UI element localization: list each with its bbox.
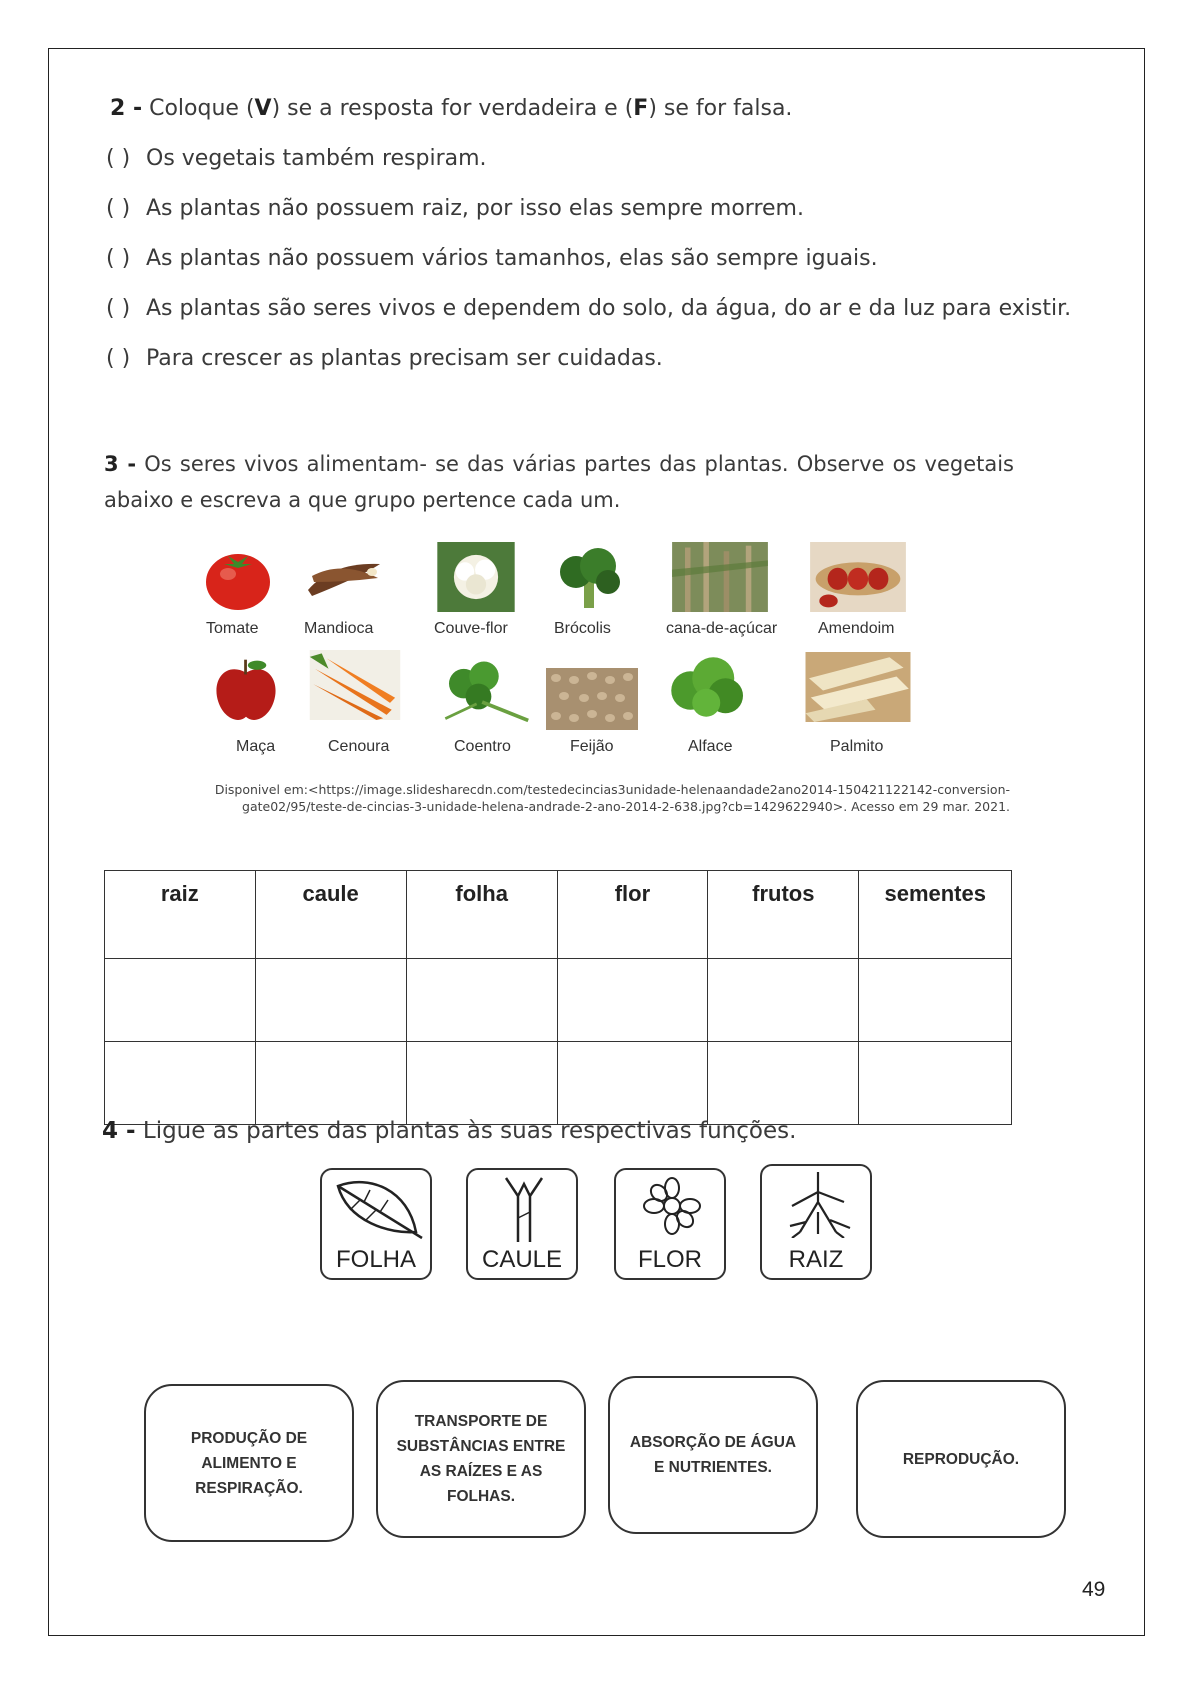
answer-blank[interactable]: ( ) [106, 296, 131, 321]
answer-blank[interactable]: ( ) [106, 246, 131, 271]
vegetable-label: cana-de-açúcar [666, 620, 778, 637]
tf-item: ( ) As plantas são seres vivos e dependem do solo, da água, do ar e da luz para existir. [106, 296, 1072, 321]
leaf-icon [330, 1176, 426, 1242]
vegetable-label: Mandioca [304, 620, 374, 637]
vegetable-label: Tomate [206, 620, 259, 637]
vegetable-label: Alface [688, 738, 733, 755]
answer-cell[interactable] [105, 959, 256, 1042]
vegetable-label: Couve-flor [434, 620, 508, 637]
answer-cell[interactable] [255, 959, 406, 1042]
card-flor[interactable]: FLOR [614, 1168, 726, 1280]
function-box[interactable]: REPRODUÇÃO. [856, 1380, 1066, 1538]
vegetable-label: Coentro [454, 738, 511, 755]
function-box[interactable]: TRANSPORTE DE SUBSTÂNCIAS ENTRE AS RAÍZES E AS FOLHAS. [376, 1380, 586, 1538]
palm-heart-image [798, 652, 918, 722]
tf-item: ( ) Para crescer as plantas precisam ser cuidadas. [106, 346, 663, 371]
vegetable-label: Brócolis [554, 620, 611, 637]
broccoli-image [548, 542, 632, 612]
column-header: flor [557, 871, 707, 959]
peanut-image [806, 542, 910, 612]
stem-icon [476, 1176, 572, 1242]
column-header: folha [406, 871, 557, 959]
card-folha[interactable]: FOLHA [320, 1168, 432, 1280]
column-header: caule [255, 871, 406, 959]
column-header: sementes [859, 871, 1012, 959]
answer-cell[interactable] [557, 1042, 707, 1125]
q2-number: 2 - [110, 96, 143, 121]
function-box[interactable]: ABSORÇÃO DE ÁGUA E NUTRIENTES. [608, 1376, 818, 1534]
vegetable-label: Amendoim [818, 620, 895, 637]
vegetable-label: Feijão [570, 738, 614, 755]
answer-cell[interactable] [255, 1042, 406, 1125]
lettuce-image [656, 652, 760, 722]
column-header: frutos [708, 871, 859, 959]
coriander-image [432, 656, 536, 726]
root-icon [770, 1172, 866, 1238]
table-row [105, 1042, 1012, 1125]
table-row [105, 959, 1012, 1042]
page-number: 49 [1082, 1578, 1106, 1601]
card-raiz[interactable]: RAIZ [760, 1164, 872, 1280]
vegetable-label: Cenoura [328, 738, 390, 755]
q2-heading: 2 - Coloque (V) se a resposta for verdadeira e (F) se for falsa. [110, 96, 793, 121]
table-header-row [105, 871, 1012, 959]
answer-blank[interactable]: ( ) [106, 196, 131, 221]
function-box[interactable]: PRODUÇÃO DE ALIMENTO E RESPIRAÇÃO. [144, 1384, 354, 1542]
flower-icon [624, 1176, 720, 1242]
tomato-image [198, 542, 282, 612]
carrot-image [302, 650, 408, 720]
answer-cell[interactable] [859, 959, 1012, 1042]
answer-cell[interactable] [557, 959, 707, 1042]
bean-image [546, 664, 638, 734]
sugarcane-image [668, 542, 772, 612]
tf-item: ( ) Os vegetais também respiram. [106, 146, 487, 171]
apple-image [204, 656, 288, 726]
cassava-image [302, 542, 386, 612]
tf-item: ( ) As plantas não possuem raiz, por isso elas sempre morrem. [106, 196, 804, 221]
answer-cell[interactable] [105, 1042, 256, 1125]
answer-cell[interactable] [406, 959, 557, 1042]
q4-heading: 4 - Ligue as partes das plantas às suas respectivas funções. [102, 1118, 797, 1144]
q3-text: 3 - Os seres vivos alimentam- se das várias partes das plantas. Observe os vegetais abaixo e escreva a que grupo pertence cada um. [104, 452, 1014, 512]
vegetable-label: Maça [236, 738, 276, 755]
image-source-citation: Disponivel em:<https://image.slidesharecdn.com/testedecincias3unidade-helenaandade2ano2014-150421122142-conversion- gate02/95/teste-de-cincias-3-unidade-helena-andrade-2-ano-2014-2-638.jpg?cb=1429622940>. Acesso em 29 mar. 2021. [214, 782, 1010, 814]
vegetable-label: Palmito [830, 738, 884, 755]
answer-blank[interactable]: ( ) [106, 146, 131, 171]
answer-blank[interactable]: ( ) [106, 346, 131, 371]
column-header: raiz [105, 871, 256, 959]
cauliflower-image [434, 542, 518, 612]
answer-cell[interactable] [708, 959, 859, 1042]
answer-cell[interactable] [708, 1042, 859, 1125]
card-caule[interactable]: CAULE [466, 1168, 578, 1280]
answer-cell[interactable] [406, 1042, 557, 1125]
classification-table [104, 870, 1012, 1125]
answer-cell[interactable] [859, 1042, 1012, 1125]
tf-item: ( ) As plantas não possuem vários tamanhos, elas são sempre iguais. [106, 246, 878, 271]
